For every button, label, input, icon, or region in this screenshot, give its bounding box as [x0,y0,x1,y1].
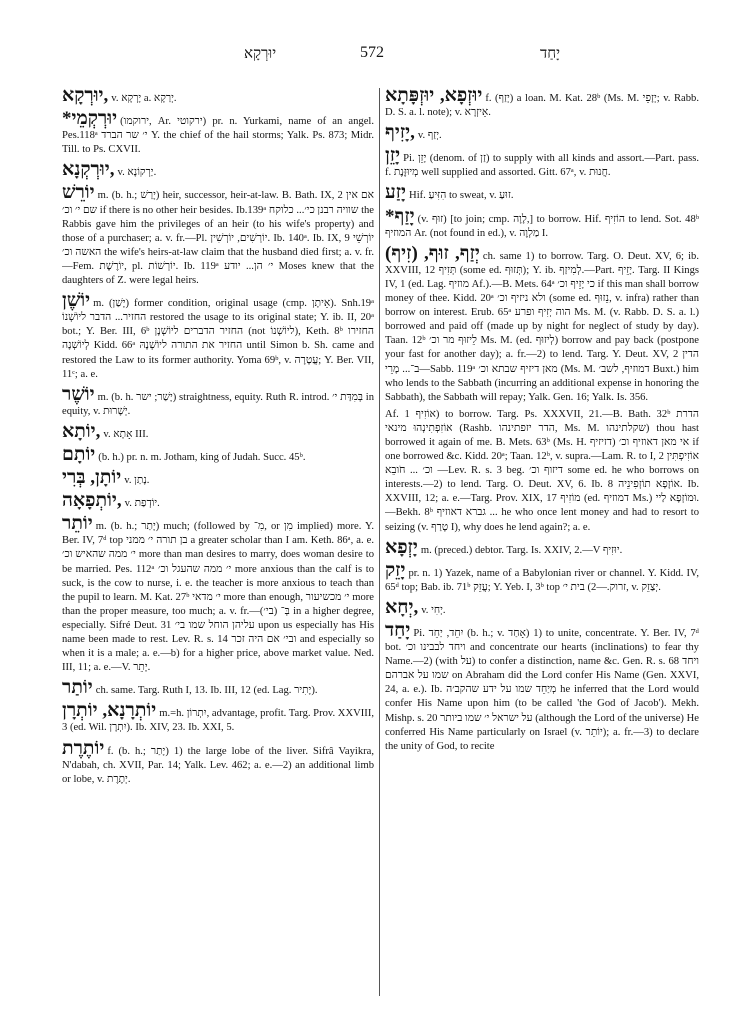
entry-headword: יָזְפָא [385,536,418,558]
entry-definition: m. (b. h. יָשַׁר; ישר) straightness, equity. Ruth R. introd. בְּמִדַּת י׳ in equity, v. יְשָׁרוּת. [62,391,374,417]
left-column [62,86,374,1002]
entry-definition: v. יְחִי. [421,604,446,616]
entry-headword: יוֹתְפָאָה, [62,490,122,512]
entry-definition: Pi. יִחֵד, יַחֵד (b. h.; v. אָחַד) 1) to unite, concentrate. Y. Ber. IV, 7ᵈ bot. ויחד לבבינו וכ׳ and concentrate our hearts (inclinations) to fear thy Name.—2) (with על) to confer a distinction, name &c. Gen. R. s. 68 ויחד שמו על אברהם on Abraham did the Lord confer His Name (Gen. XXVI, 24, a. e.). Ib. מְיַחֵד שמו על ידע שהקב׳ה he inferred that the Lord would confer His Name upon him (to be called 'the God of Jacob'). Mekh. Mishp. s. 20 על ישראל י׳ שמו ביותר (although the Lord of the universe) He conferred His Name particularly on Israel (v. יוֹתֵר); a. fr.—3) to declare the unity of God, to recite [385,628,699,752]
dictionary-entry [62,109,374,157]
dictionary-entry [62,514,374,675]
dictionary-entry [62,491,374,511]
entry-headword: *יָזַף [385,205,415,227]
dictionary-entry [62,385,374,419]
dictionary-entry [385,621,699,754]
entry-definition: Hif. הִזִּיעַ to sweat, v. זוּעַ. [409,190,514,202]
entry-headword: יוֹתַר [62,677,93,699]
entry-headword: יוֹשֶׁר [62,383,95,405]
entry-definition: f. (יְזַף) a loan. M. Kat. 28ᵇ (Ms. M. יְזָפֵי; v. Rabb. D. S. a. l. note); v. אֵיזְרָא. [385,93,699,119]
entry-headword: יוֹרֵשׁ [62,182,95,204]
entry-headword: יָזֵן [385,145,401,167]
entry-headword: יוֹשֶׁן [62,290,91,312]
entry-headword: יוֹתָן, בְּרִי [62,467,122,489]
entry-headword: יוֹתְרָנָא, יוֹתְרָן [62,700,157,722]
entry-definition: (v. זוּף) [to join; cmp. לָוָה,] to borrow. Hif. הוֹזִיף to lend. Sot. 48ᵇ המוזיף Ar. (not found in ed.), v. מַלְוֶה I. [385,213,699,239]
dictionary-entry [62,291,374,382]
entry-headword: יוּרְקְנָא, [62,159,115,181]
entry-headword: יוֹתָא, [62,420,101,442]
dictionary-entry [385,561,699,595]
dictionary-entry [62,468,374,488]
entry-headword: יוּרְקָא, [62,86,109,106]
dictionary-entry [62,160,374,180]
running-head-left: יוּרְקָא [244,44,277,62]
column-divider [379,88,380,996]
entry-definition: Pi. יָזֵן (denom. of זַן) to supply with all kinds and assort.—Part. pass. f. מְיוּזֶּנֶת well supplied and assorted. Gitt. 67ᵃ, v. חֲנוּת. [385,153,699,179]
dictionary-entry [62,678,374,698]
dictionary-entry [385,86,699,120]
entry-definition: v. יַרְקוֹנָא. [117,167,157,179]
dictionary-entry [385,408,699,535]
entry-definition: (b. h.) pr. n. m. Jotham, king of Judah. Succ. 45ᵇ. [98,451,306,463]
dictionary-entry [385,183,699,203]
entry-definition: m. (b. h.; יָרַשׁ) heir, successor, heir-at-law. B. Bath. IX, 2 אם אין שם י׳ וכ׳ if there is no other heir besides. Ib.139ᵃ שוויה רבנן כי׳... כלוקח the Rabbis gave him the privileges of an heir (to his wife's property) and those of a purchaser; a. v. fr.—Pl. יוֹרְשִׁים, יוֹרְשִׁין. Ib. 140ᵃ. Ib. IX, 9 יוֹרְשֵׁי האשה וכ׳ the wife's heirs-at-law claim that the husband died first; a. v. fr.—Fem. יוֹרֶשֶׁת, pl. יוֹרְשׁוֹת. Ib. 119ᵃ י׳ הן... יודע Moses knew that the daughters of Z. were legal heirs. [62,190,374,287]
dictionary-entry [385,123,699,143]
dictionary-entry [385,244,699,405]
entry-definition: ch. same. Targ. Ruth I, 13. Ib. III, 12 (ed. Lag. יָתִיר). [95,685,318,697]
entry-definition: f. (b. h.; יָתַר) 1) the large lobe of the liver. Sifrâ Vayikra, N'dabah, ch. XVII, Par. 14; Yalk. Lev. 462; a. e.—2) an additional limb or lobe, v. יְתֶרֶת. [62,745,374,785]
dictionary-entry [62,183,374,288]
entry-definition: m. (preced.) debtor. Targ. Is. XXIV, 2.—V יוּזִיף. [420,544,623,556]
entry-definition: v. אָתָא III. [103,428,149,440]
page-number: 572 [360,44,384,61]
entry-definition: ch. same 1) to borrow. Targ. O. Deut. XV, 6; ib. XXVIII, 12 תְּזִיף (some ed. תְּזוּף); Y. ib. לְמִיזַף.—Part. יָזֵיף. Targ. II Kings IV, 1 (ed. Lag. מוזיף Af.).—B. Mets. 64ᵃ כי יָזֵיף וכ׳ if this man shall borrow money of thee. Kidd. 20ᵃ ולא ניזיף וכ׳ (some ed. נֵזוּף, v. infra) rather than borrow on interest. Erub. 65ᵃ הוה יְזִיף ופרע Ms. M. (v. Rabb. D. S. a. l.) borrowed and paid off (made up by night for neglect of study by day). Taan. 12ᵇ לֵיזוּף מר וכ׳ Ms. M. (ed. לְיזוּף) borrow and pay back (postpone your fast for another day); a. fr.—2) to lend. Targ. Y. Deut. XV, 2 הדין ב־... מָרֵי—Sabb. 119ᵃ מאן דיזיף שבתא וכ׳ (Ms. M. דמוזיף, לשב׳ Buxt.) him who lends to the Sabbath (incurring an additional expense in honoring the Sabbath), the Sabbath will repay; Yalk. Gen. 16; Yalk. Is. 356. [385,250,699,403]
entry-definition: v. יְזַף. [417,130,442,142]
entry-definition: pr. n. 1) Yazek, name of a Babylonian river or channel. Y. Kidd. IV, 65ᵈ top; Bab. ib. 71ᵇ עֲזֵק; Y. Yeb. I, 3ᵇ top זרוק.—2) בית י׳, v. יְצַזֵק. [385,567,699,593]
entry-headword: יָחַד [385,620,411,641]
entry-headword: יָזִיף, [385,122,415,144]
entry-definition: v. נָתַן. [124,475,150,487]
entry-definition: m. (b. h.; יָתַר) much; (followed by מִ־, or מִן implied) more. Y. Ber. IV, 7ᵈ top בן תורה י׳ ממני a greater scholar than I am. Keth. 86ᵃ, a. e. י׳ ממה שהאיש וכ׳ more than man desires to marry, does woman desire to be married. Pes. 112ᵃ י׳ ממה שהעגל וכ׳ more anxious than the calf is to suck, is the cow to nurse, i. e. the teacher is more anxious to teach than the pupil to learn. M. Kat. 27ᵇ י׳ מדאי more than enough, י׳ מכשיעור more than the proper measure, too much; a. v. fr.—בְּ־ (בי׳) in a higher degree, especially. Sifré Deut. 31 עליהן הוחל שמו בי׳ upon us especially has His name been made to rest. Lev. R. s. 14 ובי׳ אם היה זכר and especially so when it is a male; a. e.—b) for a higher price, above market value. Ned. III, 11; a. e.—V. יָתֵר. [62,521,374,674]
entry-headword: יְחָא, [385,596,419,618]
running-head-right: יָחַד [540,44,561,62]
dictionary-entry [385,538,699,558]
dictionary-entry [62,445,374,465]
entry-headword: יָזַע [385,182,407,204]
right-column [385,86,699,1002]
entry-headword: יְזַף, זוּף, (זִיף) [385,242,480,264]
entry-definition: v. יוֹדְפַת. [124,498,160,510]
entry-definition: (ירוקמו, Ar. ירקוטי) pr. n. Yurkami, name of an angel. Pes.118ᵃ י׳ שר הברד Y. the chief of the hail storms; Yalk. Ps. 873; Midr. Till. to Ps. CXVII. [62,116,374,156]
dictionary-entry [385,146,699,180]
entry-definition: v. יָרְקָא a. יְרַקָא. [111,93,177,104]
entry-definition: Af. אוֹזִיף 1) to borrow. Targ. Ps. XXXVII, 21.—B. Bath. 32ᵇ הדרת אוֹזִפְתִינְהוּ מינאי (Rashb. הדר יזפתינהו, Ms. M. שקלתינהו) thou hast borrowed it again of me. B. Mets. 63ᵇ (Ms. H. דזיזיף) אי מאן דאוזיף וכ׳ if one borrowed &c. Kidd. 20ᵃ; Taan. 12ᵇ, v. supra.—Lam. R. to I, 2 אוֹזִיפְתִּין וכ׳ ... חֹובֵא —Lev. R. s. 3 beg. דיזוף וכ׳ some ed. he who borrows on interests.—2) to lend. Targ. O. Deut. XV, 6. Ib. 8 אוֹזָפָא תוֹזְפִינֵיה. Ib. XXVIII, 12; a. e.—Targ. Prov. XIX, 17 מוֹזִיף (ed. דמוזיף Ms.) וּמוֹזְפָא לַיי.—Bekh. 8ᵇ גברא דאוזיף ... he who once lent money and had to resort to seizing (v. טָרַף I), why does he lend again?; a. e. [385,408,699,533]
entry-definition: m. (יָשַׁן) former condition, original usage (cmp. אֵיתָן). Snh.19ᵃ החזיר... הדבר ליוֹשְׁנוֹ restored the usage to its original state; Y. ib. II, 20ᵃ bot.; Y. Ber. III, 6ᵇ החזיר הדברים ליוֹשְׁנָן (not ליוֹשְׁנוֹ), Keth. 8ᵇ החזירו לְיוֹשְׁנָה Kidd. 66ᵃ החזיר את התורה ליוֹשְׁנָהּ until Simon b. Sh. came and restored the Law to its former authority. Yoma 69ᵇ, v. עֲטָרָה; Y. Ber. VII, 11ᶜ; a. e. [62,298,374,380]
dictionary-entry [385,207,699,241]
entry-headword: יוֹתֵר [62,513,93,535]
entry-headword: יוּזְפָא, יוּזְפָּתָא [385,86,483,106]
dictionary-entry [385,598,699,618]
entry-headword: יָזֵק [385,559,406,581]
entry-headword: יוֹתֶרֶת [62,737,105,759]
entry-definition: m.=h. יִתְרוֹן, advantage, profit. Targ. Prov. XXVIII, 3 (ed. Wil. יִתְרָן). Ib. XIV, 23. Ib. XXI, 5. [62,708,374,734]
entry-headword: *יוּרְקְמֵי [62,108,118,130]
entry-headword: יוֹתָם [62,443,96,465]
dictionary-entry [62,739,374,787]
dictionary-entry [62,701,374,735]
dictionary-entry [62,422,374,442]
dictionary-entry [62,86,374,106]
